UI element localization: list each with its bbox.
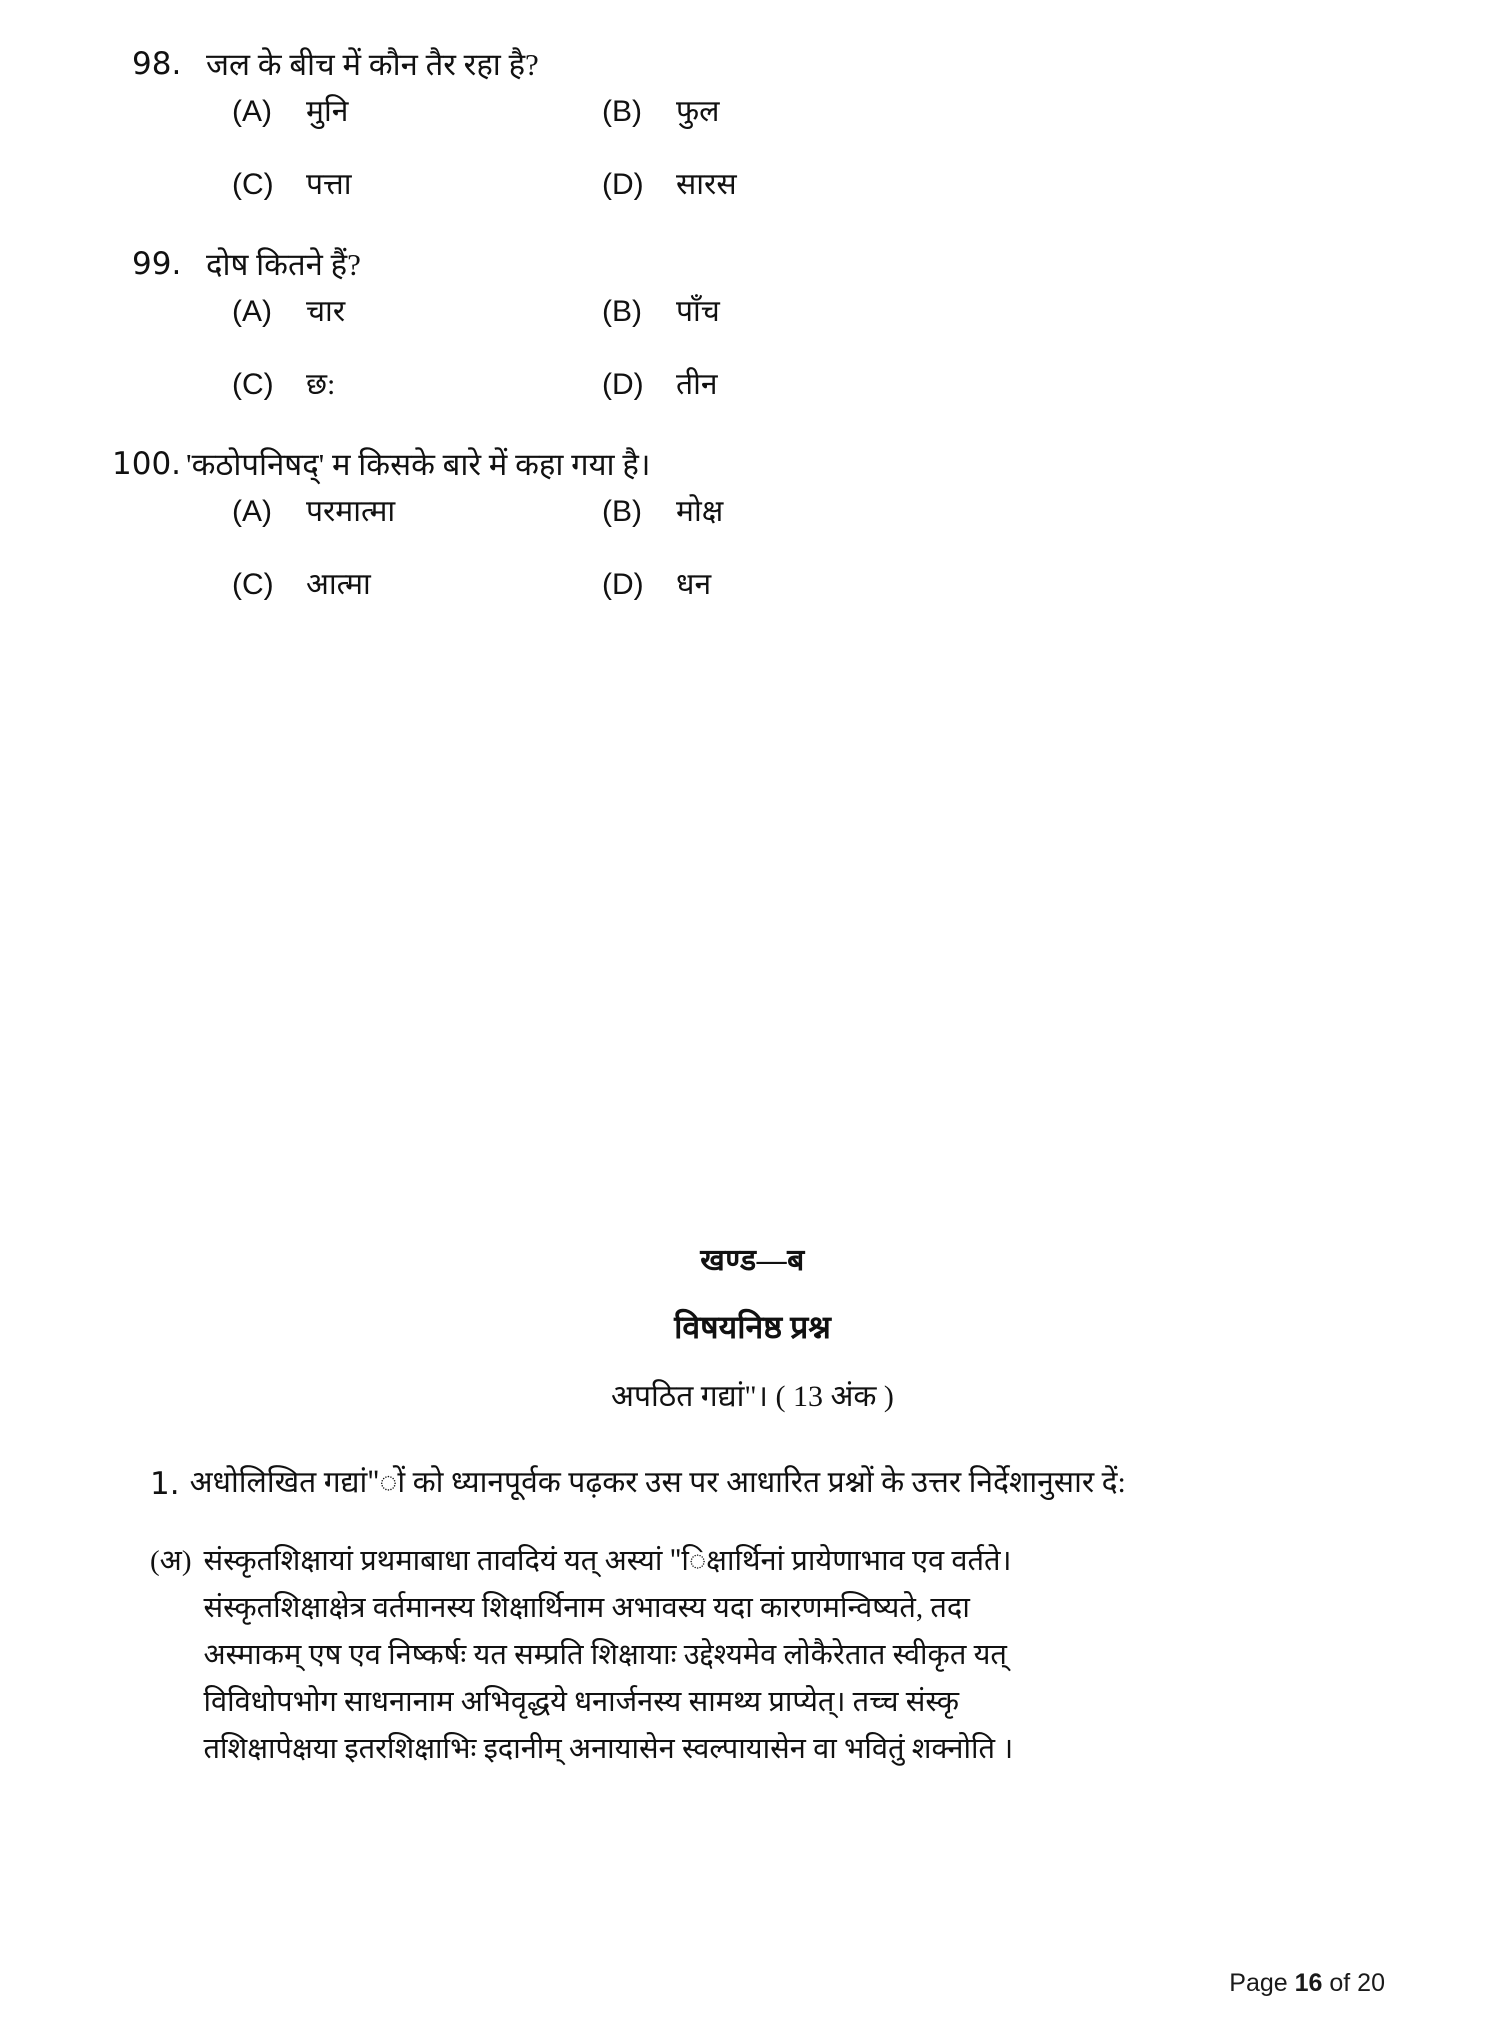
question-100 [0, 444, 1505, 486]
option-value: फुल [676, 94, 720, 128]
subjective-question-number: 1. [150, 1466, 180, 1502]
option-key: (D) [602, 367, 644, 401]
option-key: (D) [602, 167, 644, 201]
options-99 [0, 292, 1505, 404]
option-d[interactable] [602, 565, 1072, 604]
option-value: मुनि [306, 94, 349, 128]
question-text: 'कठोपनिषद्' म किसके बारे में कहा गया है। [186, 446, 651, 482]
question-number: 98. [132, 46, 182, 82]
passage-text [203, 1538, 1385, 1773]
options-98 [0, 92, 1505, 204]
page-footer [1229, 1969, 1385, 1998]
option-row [232, 165, 1505, 204]
question-number: 99. [132, 245, 182, 282]
footer-page-number: 16 [1294, 1969, 1323, 1997]
option-value: सारस [676, 167, 737, 201]
option-d[interactable] [602, 365, 1072, 404]
option-key: (D) [602, 567, 644, 601]
option-key: (B) [602, 94, 642, 128]
option-row [232, 565, 1505, 604]
subjective-section [0, 1460, 1505, 1773]
footer-suffix: of 20 [1322, 1969, 1385, 1997]
section-title: खण्ड—ब [700, 1244, 805, 1277]
option-key: (A) [232, 294, 272, 328]
option-value: पत्ता [306, 167, 352, 201]
passage-marker: (अ) [150, 1545, 192, 1578]
option-d[interactable] [602, 165, 1072, 204]
question-98 [0, 44, 1505, 86]
passage-block [150, 1538, 1385, 1773]
question-number: 100. [112, 445, 182, 482]
option-key: (B) [602, 494, 642, 528]
option-b[interactable] [602, 92, 1072, 131]
option-key: (C) [232, 567, 274, 601]
footer-prefix: Page [1229, 1969, 1295, 1997]
option-key: (B) [602, 294, 642, 328]
question-99 [0, 244, 1505, 286]
option-b[interactable] [602, 492, 1072, 531]
option-value: धन [676, 567, 712, 601]
option-c[interactable] [232, 565, 602, 604]
option-row [232, 365, 1505, 404]
option-value: मोक्ष [676, 494, 724, 528]
passage-line: अस्माकम् एष एव निष्कर्षः यत सम्प्रति शिक्षायाः उद्देश्यमेव लोकैरेतात स्वीकृत यत् [203, 1638, 1007, 1671]
option-row [232, 92, 1505, 131]
option-value: पाँच [676, 294, 720, 328]
question-text: दोष कितने हैं? [206, 246, 361, 282]
section-headings [0, 1238, 1505, 1415]
option-a[interactable] [232, 92, 602, 131]
option-key: (A) [232, 494, 272, 528]
mcq-section [0, 44, 1505, 644]
option-b[interactable] [602, 292, 1072, 331]
option-c[interactable] [232, 365, 602, 404]
option-key: (C) [232, 367, 274, 401]
subjective-question-1 [150, 1460, 1385, 1508]
passage-line: तशिक्षापेक्षया इतरशिक्षाभिः इदानीम् अनायासेन स्वल्पायासेन वा भवितुं शक्नोति । [203, 1732, 1014, 1765]
passage-line: संस्कृतशिक्षायां प्रथमाबाधा तावदियं यत् अस्यां "िक्षार्थिनां प्रायेणाभाव एव वर्तते। [203, 1545, 1012, 1578]
option-value: छ: [306, 367, 336, 401]
option-a[interactable] [232, 492, 602, 531]
option-value: तीन [676, 367, 718, 401]
options-100 [0, 492, 1505, 604]
question-text: जल के बीच में कौन तैर रहा है? [206, 47, 539, 82]
option-c[interactable] [232, 165, 602, 204]
section-subtitle: विषयनिष्ठ प्रश्न [674, 1309, 831, 1345]
option-value: आत्मा [306, 567, 371, 601]
option-row [232, 292, 1505, 331]
subjective-question-text: अधोलिखित गद्यां"ों को ध्यानपूर्वक पढ़कर उस पर आधारित प्रश्नों के उत्तर निर्देशानुसार दें: [189, 1466, 1126, 1499]
section-marks-line: अपठित गद्यां"। ( 13 अंक ) [611, 1380, 894, 1413]
option-value: चार [306, 294, 346, 328]
option-a[interactable] [232, 292, 602, 331]
option-value: परमात्मा [306, 494, 396, 528]
option-row [232, 492, 1505, 531]
option-key: (C) [232, 167, 274, 201]
passage-line: संस्कृतशिक्षाक्षेत्र वर्तमानस्य शिक्षार्थिनाम अभावस्य यदा कारणमन्विष्यते, तदा [203, 1592, 970, 1625]
passage-line: विविधोपभोग साधनानाम अभिवृद्धये धनार्जनस्य सामथ्य प्राप्येत्। तच्च संस्कृ [203, 1685, 959, 1718]
option-key: (A) [232, 94, 272, 128]
